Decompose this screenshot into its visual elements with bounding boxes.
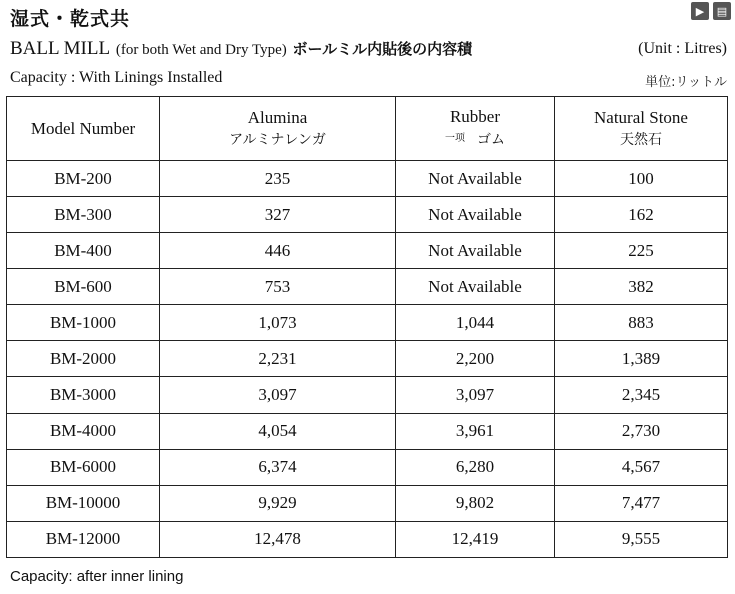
table-row: [7, 413, 728, 449]
table-row: [7, 449, 728, 485]
rubber-cell: 1,044: [396, 305, 555, 341]
japanese-title: 湿式・乾式共: [10, 8, 131, 30]
rubber-cell: Not Available: [396, 233, 555, 269]
stone-cell: 2,345: [555, 377, 728, 413]
header-stone-en: Natural Stone: [594, 107, 688, 127]
model-cell: BM-12000: [7, 521, 160, 557]
footnote: Capacity: after inner lining: [10, 568, 184, 585]
model-cell: BM-6000: [7, 449, 160, 485]
alumina-cell: 1,073: [160, 305, 396, 341]
header-alumina-en: Alumina: [247, 107, 308, 127]
header-model: [7, 97, 160, 161]
alumina-cell: 753: [160, 269, 396, 305]
rubber-cell: Not Available: [396, 197, 555, 233]
alumina-cell: 235: [160, 161, 396, 197]
stone-cell: 225: [555, 233, 728, 269]
table-title: [10, 38, 727, 60]
alumina-cell: 446: [160, 233, 396, 269]
table-row: [7, 485, 728, 521]
model-cell: BM-3000: [7, 377, 160, 413]
table-row: [7, 197, 728, 233]
title-main: BALL MILL: [10, 38, 111, 59]
table-row: [7, 161, 728, 197]
alumina-cell: 12,478: [160, 521, 396, 557]
alumina-cell: 9,929: [160, 485, 396, 521]
unit-jp-label: 単位:リットル: [645, 75, 727, 90]
title-jp: ボールミル内貼後の内容積: [292, 40, 473, 58]
stone-cell: 9,555: [555, 521, 728, 557]
header-alumina-jp: アルミナレンガ: [229, 131, 326, 148]
title-sub: (for both Wet and Dry Type): [115, 42, 287, 58]
table-row: [7, 305, 728, 341]
table-body: [7, 161, 728, 558]
model-cell: BM-600: [7, 269, 160, 305]
rubber-cell: 9,802: [396, 485, 555, 521]
title-unit: (Unit : Litres): [638, 40, 727, 57]
alumina-cell: 6,374: [160, 449, 396, 485]
play-icon[interactable]: ▶: [691, 2, 709, 20]
model-cell: BM-1000: [7, 305, 160, 341]
alumina-cell: 327: [160, 197, 396, 233]
capacity-note: Capacity : With Linings Installed: [10, 69, 223, 86]
stone-cell: 162: [555, 197, 728, 233]
stone-cell: 2,730: [555, 413, 728, 449]
model-cell: BM-2000: [7, 341, 160, 377]
table-row: [7, 341, 728, 377]
model-cell: BM-4000: [7, 413, 160, 449]
header-rubber-en: Rubber: [449, 107, 501, 126]
rubber-cell: 3,961: [396, 413, 555, 449]
table-header-row: [7, 97, 728, 161]
header-model-en: Model Number: [30, 118, 136, 138]
rubber-cell: 2,200: [396, 341, 555, 377]
model-cell: BM-300: [7, 197, 160, 233]
header-rubber-jp: ゴム: [477, 132, 505, 148]
model-cell: BM-400: [7, 233, 160, 269]
table-row: [7, 269, 728, 305]
header-stone-jp: 天然石: [620, 131, 662, 148]
rubber-cell: 6,280: [396, 449, 555, 485]
table-row: [7, 521, 728, 557]
alumina-cell: 2,231: [160, 341, 396, 377]
capacity-table: [6, 96, 728, 558]
header-rubber: [396, 97, 555, 161]
alumina-cell: 4,054: [160, 413, 396, 449]
rubber-cell: Not Available: [396, 269, 555, 305]
header-natural-stone: [555, 97, 728, 161]
table-row: [7, 233, 728, 269]
corner-toolbar: [691, 2, 731, 20]
header-rubber-mark: 一项: [445, 133, 465, 144]
page-icon[interactable]: ▤: [713, 2, 731, 20]
stone-cell: 1,389: [555, 341, 728, 377]
alumina-cell: 3,097: [160, 377, 396, 413]
stone-cell: 4,567: [555, 449, 728, 485]
rubber-cell: Not Available: [396, 161, 555, 197]
stone-cell: 7,477: [555, 485, 728, 521]
stone-cell: 100: [555, 161, 728, 197]
stone-cell: 382: [555, 269, 728, 305]
rubber-cell: 3,097: [396, 377, 555, 413]
header-alumina: [160, 97, 396, 161]
model-cell: BM-200: [7, 161, 160, 197]
table-row: [7, 377, 728, 413]
stone-cell: 883: [555, 305, 728, 341]
rubber-cell: 12,419: [396, 521, 555, 557]
model-cell: BM-10000: [7, 485, 160, 521]
